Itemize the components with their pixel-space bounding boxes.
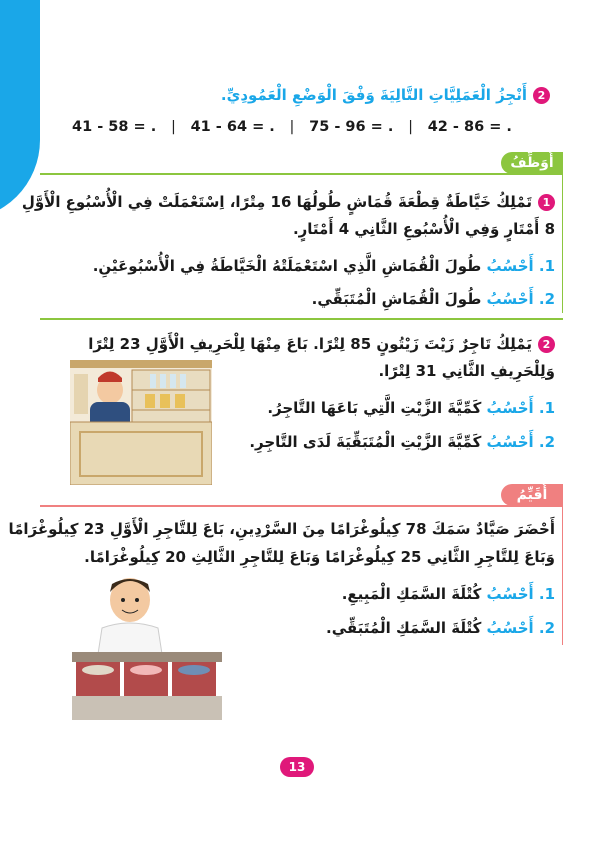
- operation-2: 75 - 96 = .: [309, 119, 394, 135]
- section-rule: [40, 173, 563, 175]
- problem-1-question-2: [312, 290, 555, 308]
- evaluate-line-2: وَبَاعَ لِلتَّاجِرِ الثَّانِي 25 كِيلُوغْرَامًا وَبَاعَ لِلتَّاجِرِ الثَّالِثِ 20 كِيلُوغْرَامًا.: [84, 548, 555, 566]
- question-label: 1. أَحْسُبُ: [486, 399, 555, 417]
- problem-2-text: يَمْلِكُ تَاجِرٌ زَيْتَ زَيْتُونٍ 85 لِتْرًا. بَاعَ مِنْهَا لِلْحَرِيفِ الْأَوَّلِ 23 لِتْرًا: [88, 335, 532, 353]
- problem-2-line-1: [88, 335, 555, 353]
- problem-1-text: تَمْلِكُ خَيَّاطَةٌ قِطْعَةَ قُمَاشٍ طُولُهَا 16 مِتْرًا، اِسْتَعْمَلَتْ فِي الْأُسْبُوعِ الْأَوَّلِ: [21, 193, 532, 211]
- problem-2-question-2: [249, 433, 555, 451]
- question-label: 1. أَحْسُبُ: [486, 585, 555, 603]
- section-side-bar: [562, 173, 564, 313]
- problem-divider: [40, 318, 563, 320]
- separator: |: [289, 119, 295, 135]
- question-text: طُولَ الْقُمَاشِ الْمُتَبَقِّي.: [311, 290, 487, 308]
- evaluate-line-1: أَحْضَرَ صَيَّادٌ سَمَكَ 78 كِيلُوغْرَامًا مِنَ السَّرْدِينِ، بَاعَ لِلتَّاجِرِ الْأَوَّلِ 23 كِيلُوغْرَامًا: [8, 520, 555, 538]
- exercise-2-title: [221, 86, 550, 104]
- section-rule: [40, 505, 563, 507]
- question-label: 1. أَحْسُبُ: [486, 257, 555, 275]
- question-text: كُتْلَةَ السَّمَكِ الْمَبِيعِ.: [341, 585, 487, 603]
- operation-4: 41 - 58 = .: [72, 119, 157, 135]
- question-text: كَمِّيَّةَ الزَّيْتِ الْمُتَبَقِّيَةَ لَدَى التَّاجِرِ.: [249, 433, 487, 451]
- decorative-blue-arc: [0, 0, 40, 220]
- problem-1-line-1: [22, 193, 555, 211]
- question-text: طُولَ الْقُمَاشِ الَّذِي اسْتَعْمَلَتْهُ الْخَيَّاطَةُ فِي الْأُسْبُوعَيْنِ.: [92, 257, 487, 275]
- problem-number-badge: 1: [538, 194, 555, 211]
- oil-merchant-illustration: [70, 360, 212, 485]
- question-label: 2. أَحْسُبُ: [486, 290, 555, 308]
- problem-1-line-2: 8 أَمْتَارٍ وَفِي الْأُسْبُوعِ الثَّانِي 4 أَمْتَارٍ.: [292, 220, 555, 238]
- evaluate-question-1: [342, 585, 555, 603]
- question-text: كَمِّيَّةَ الزَّيْتِ الَّتِي بَاعَهَا التَّاجِرُ.: [267, 399, 487, 417]
- problem-1-question-1: [93, 257, 555, 275]
- exercise-2-text: أَنْجِزُ الْعَمَلِيَّاتِ التَّالِيَةَ وَفْقَ الْوَضْعِ الْعَمُودِيِّ.: [220, 86, 527, 104]
- operations-row: [72, 119, 512, 135]
- question-text: كُتْلَةَ السَّمَكِ الْمُتَبَقِّي.: [326, 619, 487, 637]
- section-tag-apply: أُوَظِّفُ: [501, 152, 563, 174]
- operation-1: 42 - 86 = .: [427, 119, 512, 135]
- question-label: 2. أَحْسُبُ: [486, 619, 555, 637]
- question-label: 2. أَحْسُبُ: [486, 433, 555, 451]
- problem-number-badge: 2: [538, 336, 555, 353]
- page-number: 13: [280, 757, 314, 777]
- separator: |: [170, 119, 176, 135]
- section-tag-evaluate: أُقَيِّمُ: [501, 484, 563, 506]
- separator: |: [408, 119, 413, 135]
- exercise-number-badge: 2: [533, 87, 550, 104]
- operation-3: 41 - 64 = .: [190, 119, 275, 135]
- fish-seller-illustration: [72, 570, 222, 720]
- evaluate-question-2: [326, 619, 555, 637]
- problem-2-question-1: [267, 399, 555, 417]
- section-side-bar: [562, 505, 564, 645]
- problem-2-line-2: وَلِلْحَرِيفِ الثَّانِي 31 لِتْرًا.: [378, 362, 555, 380]
